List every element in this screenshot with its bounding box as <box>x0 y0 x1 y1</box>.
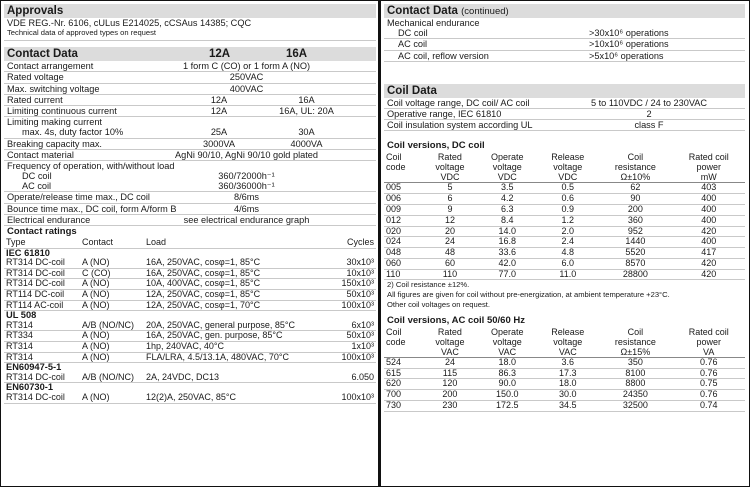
row-label: AC coil, reflow version <box>398 50 489 61</box>
approvals-line: VDE REG.-Nr. 6106, cULus E214025, cCSAus 14385; CQC <box>7 18 252 28</box>
coil-data-row <box>384 98 745 109</box>
contact-data-row <box>4 204 376 215</box>
ratings-group-name: EN60730-1 <box>6 382 54 393</box>
row-value: 360/36000h⁻¹ <box>218 181 275 192</box>
coil-dc-cell: 6 <box>423 194 477 205</box>
coil-dc-cell: 400 <box>672 215 745 226</box>
coil-ac-cell: 120 <box>423 379 477 390</box>
coil-dc-cell: 60 <box>423 258 477 269</box>
row-label: Rated voltage <box>7 72 64 83</box>
coil-dc-cell: 403 <box>672 183 745 194</box>
ratings-cell: RT314 <box>4 321 80 331</box>
coil-dc-cell: 060 <box>384 258 423 269</box>
row-value-16a: 30A <box>298 127 315 138</box>
coil-dc-row <box>384 269 745 280</box>
contact-data-row <box>4 117 376 127</box>
ratings-cell: 100x10³ <box>326 352 376 363</box>
coil-dc-cell: 42.0 <box>477 258 537 269</box>
ratings-cell: A (NO) <box>80 289 144 300</box>
ratings-cell: A (NO) <box>80 258 144 268</box>
row-label: Bounce time max., DC coil, form A/form B <box>7 203 177 214</box>
coil-ac-cell: 90.0 <box>477 379 537 390</box>
contact-data-row <box>4 106 376 117</box>
coil-ac-header-cell: Operate voltage VAC <box>477 327 537 358</box>
ratings-cell: A/B (NO/NC) <box>80 321 144 331</box>
coil-dc-row <box>384 226 745 237</box>
contact-data-row <box>4 150 376 161</box>
coil-ac-header-cell: Coil resistance Ω±15% <box>598 327 672 358</box>
col-header-12a: 12A <box>209 48 231 61</box>
ratings-row <box>4 289 376 300</box>
contact-data-title: Contact Data 12A 16A <box>4 47 376 61</box>
row-label: max. 4s, duty factor 10% <box>22 127 124 138</box>
coil-ac-cell: 3.6 <box>537 357 598 368</box>
coil-ac-cell: 230 <box>423 401 477 412</box>
coil-dc-cell: 9 <box>423 204 477 215</box>
row-label: DC coil <box>398 28 428 39</box>
left-column <box>4 4 376 404</box>
ratings-cell: RT314 <box>4 341 80 352</box>
coil-dc-cell: 4.8 <box>537 248 598 259</box>
row-value-12a: 25A <box>210 127 228 138</box>
row-value: see electrical endurance graph <box>183 214 310 225</box>
contact-data-row <box>4 61 376 72</box>
ratings-group-name: IEC 61810 <box>6 247 50 258</box>
coil-dc-cell: 952 <box>598 226 672 237</box>
row-label: Coil voltage range, DC coil/ AC coil <box>387 97 530 108</box>
ratings-cell: RT334 <box>4 331 80 342</box>
ratings-cell: A (NO) <box>80 331 144 342</box>
coil-dc-cell: 14.0 <box>477 226 537 237</box>
coil-dc-row <box>384 194 745 205</box>
column-divider <box>378 0 381 487</box>
ratings-header-cell: Contact <box>80 238 144 248</box>
ratings-cell: RT314 DC-coil <box>4 373 80 383</box>
mech-endurance-row <box>384 28 745 39</box>
coil-dc-cell: 006 <box>384 194 423 205</box>
mech-endurance-heading: Mechanical endurance <box>387 18 480 28</box>
mech-endurance-row <box>384 39 745 50</box>
ratings-header-row <box>4 238 376 248</box>
coil-ac-cell: 0.76 <box>672 390 745 401</box>
contact-data-row <box>4 161 376 171</box>
ratings-cell: 10x10³ <box>326 268 376 279</box>
ratings-cell: 16A, 250VAC, gen. purpose, 85°C <box>144 331 326 342</box>
coil-dc-row <box>384 237 745 248</box>
coil-ac-cell: 8800 <box>598 379 672 390</box>
coil-dc-note: All figures are given for coil without pre-energization, at ambient temperature +23°C. <box>387 290 670 300</box>
row-value-16a: 16A, UL: 20A <box>279 105 334 116</box>
row-value-16a: 16A <box>298 94 315 105</box>
ratings-row <box>4 341 376 352</box>
row-value: 2 <box>646 108 652 119</box>
ratings-cell: 16A, 250VAC, cosφ=1, 85°C <box>144 258 326 268</box>
coil-dc-cell: 0.6 <box>537 194 598 205</box>
contact-data-row <box>4 127 376 138</box>
coil-dc-cell: 90 <box>598 194 672 205</box>
row-label: DC coil <box>22 171 52 182</box>
coil-ac-cell: 24350 <box>598 390 672 401</box>
coil-dc-header-cell: Rated coil power mW <box>672 152 745 183</box>
coil-dc-cell: 048 <box>384 248 423 259</box>
ratings-cell: 100x10³ <box>326 393 376 403</box>
contact-data-row <box>4 139 376 150</box>
ratings-cell: RT314 <box>4 352 80 363</box>
coil-dc-header-cell: Rated voltage VDC <box>423 152 477 183</box>
coil-dc-cell: 4.2 <box>477 194 537 205</box>
coil-ac-header-row <box>384 327 745 358</box>
coil-ac-cell: 30.0 <box>537 390 598 401</box>
row-label: Frequency of operation, with/without load <box>7 160 175 171</box>
ratings-cell: 10A, 400VAC, cosφ=1, 85°C <box>144 279 326 290</box>
coil-ac-cell: 8100 <box>598 368 672 379</box>
ratings-cell: 12A, 250VAC, cosφ=1, 70°C <box>144 300 326 311</box>
row-label: Electrical endurance <box>7 214 91 225</box>
coil-dc-cell: 6.0 <box>537 258 598 269</box>
row-label: Limiting making current <box>7 117 102 128</box>
coil-dc-cell: 33.6 <box>477 248 537 259</box>
row-value-16a: 4000VA <box>290 138 323 149</box>
contact-data-row <box>4 181 376 192</box>
coil-dc-cell: 5 <box>423 183 477 194</box>
ratings-cell: RT114 AC-coil <box>4 300 80 311</box>
row-label: AC coil <box>398 39 428 50</box>
ratings-cell: 6.050 <box>326 373 376 383</box>
coil-dc-header-cell: Coil resistance Ω±10% <box>598 152 672 183</box>
row-value: >5x10⁶ operations <box>589 50 664 61</box>
row-value-12a: 3000VA <box>202 138 235 149</box>
ratings-row <box>4 279 376 290</box>
ratings-cell: 6x10³ <box>326 321 376 331</box>
coil-dc-cell: 1.2 <box>537 215 598 226</box>
mech-endurance-row <box>384 51 745 62</box>
ratings-group-name: UL 508 <box>6 310 37 321</box>
row-value-12a: 12A <box>210 94 228 105</box>
coil-ac-cell: 24 <box>423 357 477 368</box>
coil-dc-cell: 28800 <box>598 269 672 280</box>
coil-dc-cell: 2.4 <box>537 237 598 248</box>
ratings-cell: A (NO) <box>80 300 144 311</box>
ratings-cell: 30x10³ <box>326 258 376 268</box>
row-label: Contact material <box>7 149 74 160</box>
coil-dc-header-row <box>384 152 745 183</box>
coil-dc-cell: 2.0 <box>537 226 598 237</box>
contact-data-row <box>4 215 376 226</box>
coil-dc-cell: 62 <box>598 183 672 194</box>
coil-dc-cell: 48 <box>423 248 477 259</box>
row-value: 5 to 110VDC / 24 to 230VAC <box>590 97 708 108</box>
ratings-row <box>4 321 376 331</box>
coil-ac-cell: 620 <box>384 379 423 390</box>
ratings-row <box>4 352 376 363</box>
ratings-cell: 12A, 250VAC, cosφ=1, 85°C <box>144 289 326 300</box>
coil-ac-header-cell: Coil code <box>384 327 423 358</box>
coil-dc-notes <box>384 280 745 309</box>
coil-dc-cell: 0.5 <box>537 183 598 194</box>
row-value: >10x10⁶ operations <box>589 39 669 50</box>
ratings-cell: RT314 DC-coil <box>4 393 80 403</box>
coil-ac-header-cell: Rated coil power VA <box>672 327 745 358</box>
coil-ac-cell: 115 <box>423 368 477 379</box>
row-label: Operative range, IEC 61810 <box>387 108 502 119</box>
coil-data-row <box>384 120 745 131</box>
ratings-cell: 100x10³ <box>326 300 376 311</box>
coil-dc-cell: 200 <box>598 204 672 215</box>
row-label: Coil insulation system according UL <box>387 120 533 131</box>
ratings-row <box>4 373 376 383</box>
contact-data-row <box>4 95 376 106</box>
contact-ratings-table <box>4 238 376 404</box>
coil-dc-cell: 1440 <box>598 237 672 248</box>
coil-dc-cell: 12 <box>423 215 477 226</box>
coil-dc-cell: 5520 <box>598 248 672 259</box>
coil-dc-cell: 417 <box>672 248 745 259</box>
coil-dc-cell: 020 <box>384 226 423 237</box>
coil-dc-cell: 005 <box>384 183 423 194</box>
ratings-cell: 16A, 250VAC, cosφ=1, 85°C <box>144 268 326 279</box>
coil-dc-cell: 3.5 <box>477 183 537 194</box>
coil-dc-cell: 400 <box>672 237 745 248</box>
ratings-cell: RT314 DC-coil <box>4 279 80 290</box>
coil-ac-table <box>384 327 745 412</box>
coil-dc-cell: 11.0 <box>537 269 598 280</box>
row-label: Limiting continuous current <box>7 105 117 116</box>
coil-ac-title: Coil versions, AC coil 50/60 Hz <box>387 314 525 326</box>
ratings-cell: FLA/LRA, 4.5/13.1A, 480VAC, 70°C <box>144 352 326 363</box>
contact-data-row <box>4 84 376 95</box>
coil-dc-cell: 009 <box>384 204 423 215</box>
coil-data-title: Coil Data <box>384 84 745 98</box>
row-value: >30x10⁶ operations <box>589 28 669 39</box>
coil-dc-cell: 420 <box>672 226 745 237</box>
ratings-row <box>4 331 376 342</box>
ratings-cell: RT314 DC-coil <box>4 258 80 268</box>
coil-ac-cell: 730 <box>384 401 423 412</box>
ratings-cell: 150x10³ <box>326 279 376 290</box>
contact-data-rows <box>4 61 376 226</box>
coil-dc-cell: 20 <box>423 226 477 237</box>
ratings-row <box>4 268 376 279</box>
ratings-group-name: EN60947-5-1 <box>6 362 62 373</box>
row-value: class F <box>634 120 664 131</box>
row-value: 4/6ms <box>233 203 260 214</box>
row-label: Contact arrangement <box>7 61 94 72</box>
ratings-row <box>4 258 376 268</box>
coil-dc-title: Coil versions, DC coil <box>387 140 485 152</box>
coil-dc-cell: 8.4 <box>477 215 537 226</box>
ratings-cell: 50x10³ <box>326 289 376 300</box>
coil-ac-header-cell: Release voltage VAC <box>537 327 598 358</box>
row-value: 400VAC <box>229 83 264 94</box>
ratings-cell: 20A, 250VAC, general purpose, 85°C <box>144 321 326 331</box>
approvals-title: Approvals <box>4 4 376 18</box>
coil-dc-cell: 400 <box>672 204 745 215</box>
contact-data-row <box>4 171 376 181</box>
row-label: Max. switching voltage <box>7 83 100 94</box>
ratings-cell: A/B (NO/NC) <box>80 373 144 383</box>
coil-dc-cell: 420 <box>672 269 745 280</box>
coil-dc-header-cell: Coil code <box>384 152 423 183</box>
coil-dc-cell: 012 <box>384 215 423 226</box>
coil-dc-cell: 6.3 <box>477 204 537 215</box>
coil-dc-row <box>384 204 745 215</box>
coil-ac-row <box>384 390 745 401</box>
coil-dc-note: Other coil voltages on request. <box>387 300 490 310</box>
ratings-header-cell: Cycles <box>326 238 376 248</box>
coil-dc-row <box>384 215 745 226</box>
coil-ac-cell: 172.5 <box>477 401 537 412</box>
contact-data-row <box>4 72 376 83</box>
ratings-cell: RT314 DC-coil <box>4 268 80 279</box>
coil-dc-cell: 110 <box>384 269 423 280</box>
coil-dc-cell: 420 <box>672 258 745 269</box>
coil-ac-cell: 200 <box>423 390 477 401</box>
contact-ratings-title: Contact ratings <box>7 226 77 237</box>
ratings-cell: 12(2)A, 250VAC, 85°C <box>144 393 326 403</box>
coil-ac-cell: 18.0 <box>537 379 598 390</box>
row-label: Breaking capacity max. <box>7 138 102 149</box>
ratings-cell: A (NO) <box>80 352 144 363</box>
coil-ac-cell: 350 <box>598 357 672 368</box>
row-label: Rated current <box>7 94 63 105</box>
row-value: 1 form C (CO) or 1 form A (NO) <box>182 61 311 72</box>
ratings-cell: A (NO) <box>80 279 144 290</box>
ratings-row <box>4 300 376 311</box>
coil-dc-note: 2) Coil resistance ±12%. <box>387 280 470 290</box>
coil-ac-cell: 17.3 <box>537 368 598 379</box>
ratings-cell: 50x10³ <box>326 331 376 342</box>
ratings-row <box>4 393 376 403</box>
coil-ac-cell: 0.76 <box>672 357 745 368</box>
coil-dc-cell: 77.0 <box>477 269 537 280</box>
row-value: 8/6ms <box>233 192 260 203</box>
ratings-cell: C (CO) <box>80 268 144 279</box>
coil-dc-row <box>384 258 745 269</box>
coil-dc-header-cell: Release voltage VDC <box>537 152 598 183</box>
coil-ac-cell: 32500 <box>598 401 672 412</box>
coil-dc-cell: 024 <box>384 237 423 248</box>
coil-data-row <box>384 109 745 120</box>
row-value-12a: 12A <box>210 105 228 116</box>
coil-dc-row <box>384 183 745 194</box>
right-column <box>384 4 745 412</box>
coil-ac-row <box>384 357 745 368</box>
ratings-cell: 1x10³ <box>326 341 376 352</box>
coil-ac-cell: 0.75 <box>672 379 745 390</box>
coil-dc-cell: 400 <box>672 194 745 205</box>
coil-ac-cell: 0.74 <box>672 401 745 412</box>
ratings-cell: 1hp, 240VAC, 40°C <box>144 341 326 352</box>
coil-ac-cell: 18.0 <box>477 357 537 368</box>
ratings-cell: A (NO) <box>80 341 144 352</box>
ratings-header-cell: Load <box>144 238 326 248</box>
ratings-cell: 2A, 24VDC, DC13 <box>144 373 326 383</box>
coil-ac-row <box>384 368 745 379</box>
coil-ac-cell: 615 <box>384 368 423 379</box>
coil-ac-cell: 700 <box>384 390 423 401</box>
coil-ac-cell: 150.0 <box>477 390 537 401</box>
coil-dc-cell: 16.8 <box>477 237 537 248</box>
coil-ac-cell: 524 <box>384 357 423 368</box>
coil-ac-cell: 86.3 <box>477 368 537 379</box>
ratings-cell: RT114 DC-coil <box>4 289 80 300</box>
coil-dc-row <box>384 248 745 259</box>
ratings-header-cell: Type <box>4 238 80 248</box>
coil-dc-cell: 110 <box>423 269 477 280</box>
approvals-note: Technical data of approved types on request <box>4 28 376 41</box>
coil-dc-cell: 360 <box>598 215 672 226</box>
coil-ac-row <box>384 401 745 412</box>
ratings-cell: A (NO) <box>80 393 144 403</box>
coil-ac-row <box>384 379 745 390</box>
row-label: Operate/release time max., DC coil <box>7 192 150 203</box>
contact-continued-title: Contact Data (continued) <box>384 4 745 18</box>
coil-ac-header-cell: Rated voltage VAC <box>423 327 477 358</box>
col-header-16a: 16A <box>286 48 308 61</box>
coil-dc-header-cell: Operate voltage VDC <box>477 152 537 183</box>
coil-ac-cell: 0.76 <box>672 368 745 379</box>
coil-ac-cell: 34.5 <box>537 401 598 412</box>
row-value: 360/72000h⁻¹ <box>218 171 275 182</box>
row-label: AC coil <box>22 181 52 192</box>
row-value: AgNi 90/10, AgNi 90/10 gold plated <box>174 149 319 160</box>
coil-dc-cell: 8570 <box>598 258 672 269</box>
coil-data-rows <box>384 98 745 132</box>
coil-dc-cell: 0.9 <box>537 204 598 215</box>
mech-endurance-rows <box>384 28 745 62</box>
coil-dc-table <box>384 152 745 280</box>
coil-dc-cell: 24 <box>423 237 477 248</box>
row-value: 250VAC <box>229 72 264 83</box>
contact-data-row <box>4 192 376 203</box>
